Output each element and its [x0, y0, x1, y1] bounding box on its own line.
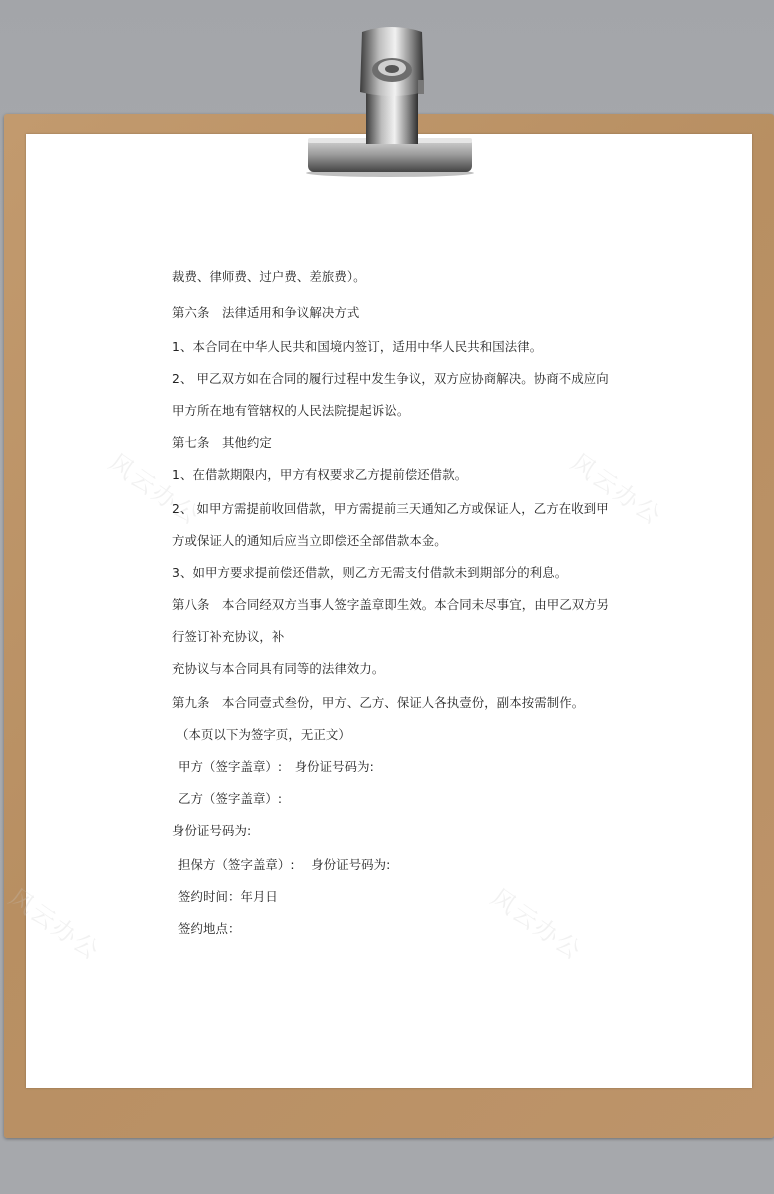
watermark: 风云办公	[565, 448, 668, 531]
watermark: 风云办公	[103, 448, 206, 531]
signature-line: 身份证号码为:	[172, 823, 252, 838]
text-line: 甲方所在地有管辖权的人民法院提起诉讼。	[172, 403, 410, 418]
section-heading: 第九条 本合同壹式叁份，甲方、乙方、保证人各执壹份，副本按需制作。	[172, 695, 585, 710]
text-line: 2、 如甲方需提前收回借款，甲方需提前三天通知乙方或保证人，乙方在收到甲	[172, 501, 609, 516]
text-line: 方或保证人的通知后应当立即偿还全部借款本金。	[172, 533, 447, 548]
section-heading: 第六条 法律适用和争议解决方式	[172, 305, 360, 320]
text-line: 1、在借款期限内，甲方有权要求乙方提前偿还借款。	[172, 467, 468, 482]
watermark: 风云办公	[3, 883, 106, 966]
watermark: 风云办公	[485, 883, 588, 966]
signature-line: 担保方（签字盖章）: 身份证号码为:	[178, 857, 391, 872]
binder-clip-icon	[300, 26, 480, 178]
text-line: 充协议与本合同具有同等的法律效力。	[172, 661, 385, 676]
signature-line: 签约地点：	[178, 921, 241, 936]
text-line: 行签订补充协议，补	[172, 629, 285, 644]
section-heading: 第八条 本合同经双方当事人签字盖章即生效。本合同未尽事宜，由甲乙双方另	[172, 597, 610, 612]
text-line: （本页以下为签字页，无正文）	[176, 727, 351, 742]
text-line: 裁费、律师费、过户费、差旅费）。	[172, 269, 366, 284]
signature-line: 乙方（签字盖章）:	[178, 791, 283, 806]
text-line: 2、 甲乙双方如在合同的履行过程中发生争议，双方应协商解决。协商不成应向	[172, 371, 609, 386]
signature-line: 签约时间：年月日	[178, 889, 278, 904]
text-line: 3、如甲方要求提前偿还借款，则乙方无需支付借款未到期部分的利息。	[172, 565, 568, 580]
signature-line: 甲方（签字盖章）: 身份证号码为:	[178, 759, 374, 774]
contract-text	[172, 268, 632, 948]
text-line: 1、本合同在中华人民共和国境内签订，适用中华人民共和国法律。	[172, 339, 543, 354]
section-heading: 第七条 其他约定	[172, 435, 272, 450]
